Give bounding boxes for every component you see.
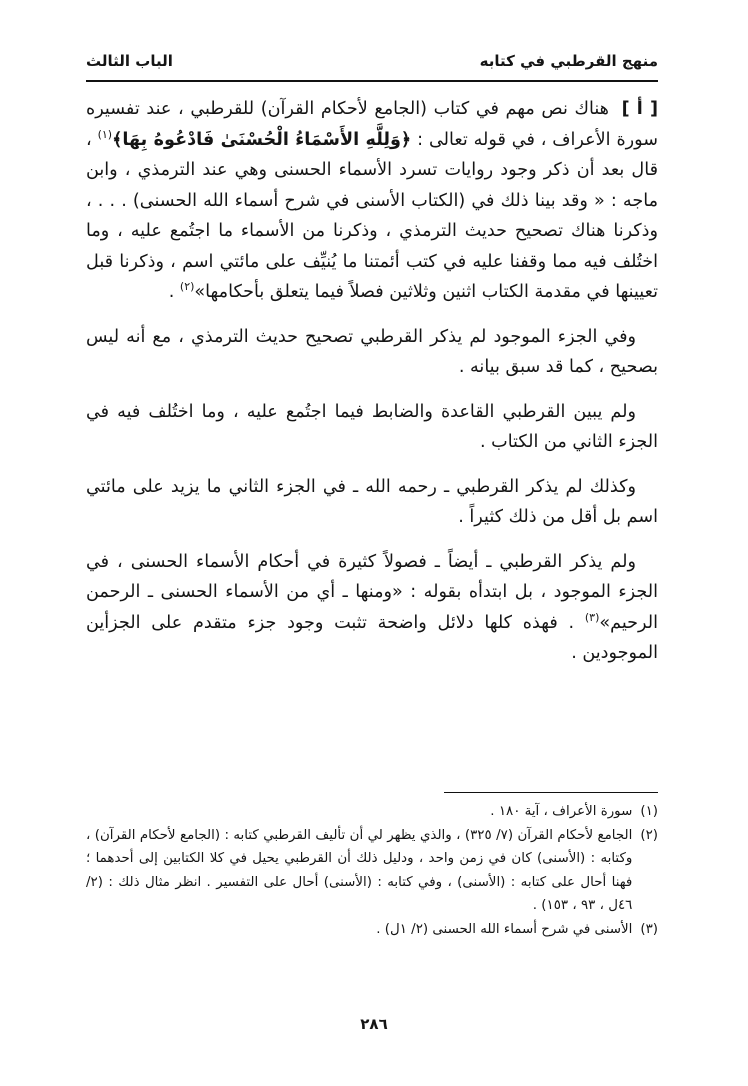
- paragraph-3: ولم يبين القرطبي القاعدة والضابط فيما اجتُمع عليه ، وما اختُلف فيه في الجزء الثاني من الكتاب .: [86, 401, 658, 452]
- header-rule: [86, 80, 658, 82]
- paragraph-1-text-a: هناك نص مهم في كتاب (الجامع لأحكام القرآن) للقرطبي ، عند تفسيره سورة الأعراف ، في قوله تعالى :: [86, 99, 658, 150]
- footnote-1: [86, 800, 658, 824]
- paragraph-1-text-c: .: [168, 282, 175, 302]
- footnote-ref-1: (١): [97, 127, 113, 141]
- footnote-number: (٢): [640, 827, 658, 843]
- running-header: [86, 46, 658, 76]
- paragraph-5-text-a: ولم يذكر القرطبي ـ أيضاً ـ فصولاً كثيرة في أحكام الأسماء الحسنى ، في الجزء الموجود ، بل ابتدأه بقوله : «ومنها ـ أي من الأسماء الحسنى ـ الرحمن الرحيم»: [86, 551, 658, 633]
- footnote-text: الجامع لأحكام القرآن (٧/ ٣٢٥) ، والذي يظهر لي أن تأليف القرطبي كتابه : (الجامع لأحكام القرآن) ، وكتابه : (الأسنى) كان في زمن واحد ، ودليل ذلك أن القرطبي يحيل في كلا الكتابين إلى أحدهما ؛ فهنا أحال على كتابه : (الأسنى) ، وفي كتابه : (الأسنى) أحال على التفسير . انظر مثال ذلك : (٢/ ٤٦ل ، ٩٣ ، ١٥٣) .: [86, 827, 633, 913]
- footnote-rule: [444, 792, 658, 793]
- book-title: منهج القرطبي في كتابه: [479, 52, 658, 70]
- footnote-ref-3: (٣): [584, 610, 600, 624]
- page-number: ٢٨٦: [360, 1015, 388, 1033]
- paragraph-5-text-b: . فهذه كلها دلائل واضحة تثبت وجود جزء متقدم على الجزأين الموجودين .: [86, 612, 658, 663]
- main-text: [86, 94, 658, 683]
- paragraph-1: [86, 94, 658, 308]
- footnote-3: [86, 918, 658, 942]
- footnotes: [86, 800, 658, 941]
- footnote-number: (٣): [640, 921, 658, 937]
- paragraph-5: [86, 547, 658, 669]
- paragraph-marker: [ أ ]: [621, 99, 658, 119]
- footnote-2: [86, 824, 658, 918]
- paragraph-4: وكذلك لم يذكر القرطبي ـ رحمه الله ـ في الجزء الثاني ما يزيد على مائتي اسم بل أقل من ذلك كثيراً .: [86, 476, 658, 527]
- footnote-text: الأسنى في شرح أسماء الله الحسنى (٢/ ١ل) .: [376, 921, 633, 937]
- quran-verse: ﴿وَلِلَّهِ الأَسْمَاءُ الْحُسْنَىٰ فَادْعُوهُ بِهَا﴾: [112, 129, 412, 150]
- footnote-text: سورة الأعراف ، آية ١٨٠ .: [490, 804, 633, 819]
- paragraph-2: وفي الجزء الموجود لم يذكر القرطبي تصحيح حديث الترمذي ، مع أنه ليس بصحيح ، كما قد سبق بيانه .: [86, 326, 658, 377]
- footnote-ref-2: (٢): [179, 280, 195, 294]
- paragraph-1-text-b: ، قال بعد أن ذكر وجود روايات تسرد الأسماء الحسنى وهي عند الترمذي ، وابن ماجه : « وقد بينا ذلك في (الكتاب الأسنى في شرح أسماء الله الحسنى) . . . ، وذكرنا هناك تصحيح حديث الترمذي ، وذكرنا من الأسماء ما اجتُمع عليه ، وما اختُلف فيه مما وقفنا عليه في كتب أئمتنا ما يُنيِّف على مائتي اسم ، وذكرنا قبل تعيينها في مقدمة الكتاب اثنين وثلاثين فصلاً فيما يتعلق بأحكامها»: [86, 129, 658, 302]
- chapter-title: الباب الثالث: [86, 52, 173, 70]
- footnote-number: (١): [640, 804, 658, 819]
